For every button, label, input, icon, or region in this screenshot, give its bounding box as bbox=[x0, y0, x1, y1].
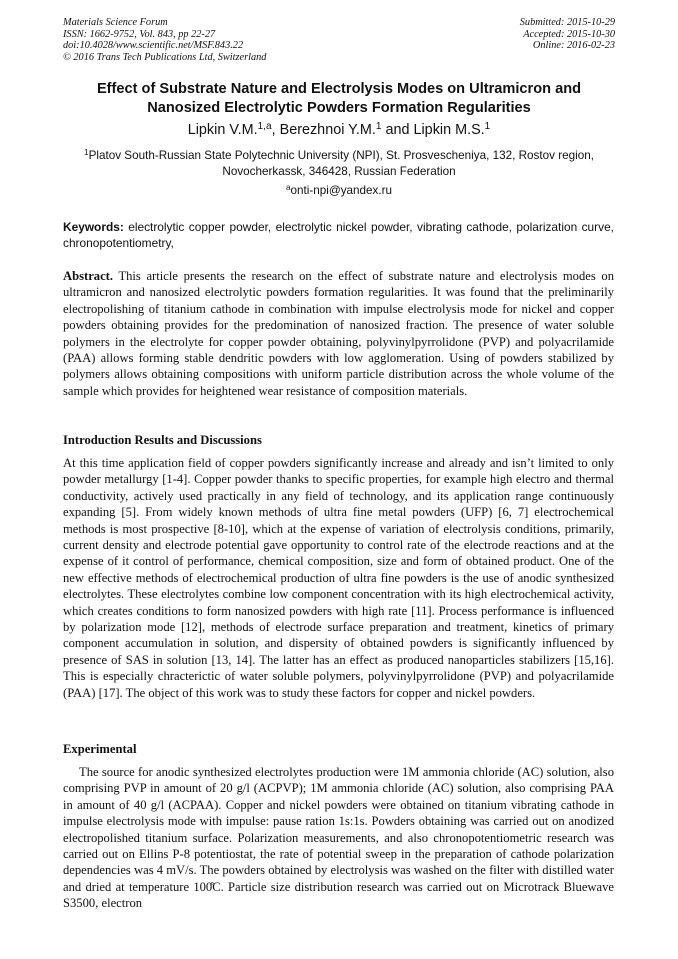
author-affiliation-mark: 1 bbox=[484, 121, 491, 133]
submitted-date: Submitted: 2015-10-29 bbox=[519, 17, 615, 28]
introduction-paragraph: At this time application field of copper powders significantly increase and already and isn’t limited to only powder metallurgy [1-4]. Copper powder thanks to specific properties, for example high electro and thermal conductivity, actively used practically in any field of technology, and its application range continuously expanding [5]. From widely known methods of ultra fine metal powders (UFP) [6, 7] electrochemical methods is most prospective [8-10], which at the expense of variation of electrolysis conditions, primarily, current density and electrode potential gave opportunity to control rate of the electrode reactions and at the expense of it control of performance, chemical composition, size and form of obtained product. One of the new effective methods of electrochemical production of ultra fine powders is the use of anodic synthesized electrolytes. These electrolytes combine low component concentration with its high electrochemical activity, which creates conditions to form nanosized powders with high rate [11]. Process performance is influenced by polarization mode [12], methods of electrode surface preparation and treatment, kinetics of primary component accumulation in solution, and dispersity of obtained powders is significantly influenced by presence of SAS in solution [13, 14]. The latter has an effect as produced nanoparticles stabilizers [15,16]. This is especially chracterictic of water soluble polymers, polyvinylpyrrolidone (PVP) and polyacrilamide (PAA) [17]. The object of this work was to study these factors for copper and nickel powders. bbox=[63, 456, 614, 700]
author-separator: and bbox=[381, 122, 414, 138]
paper-title: Effect of Substrate Nature and Electrolysis Modes on Ultramicron and Nanosized Electrolytic Powders Formation Regularities bbox=[96, 81, 582, 116]
keywords-label: Keywords: bbox=[63, 220, 124, 234]
author-name: Berezhnoi Y.M. bbox=[279, 122, 376, 138]
issn-line: ISSN: 1662-9752, Vol. 843, pp 22-27 bbox=[63, 28, 216, 40]
abstract-text: This article presents the research on the effect of substrate nature and electrolysis modes on ultramicron and nanosized electrolytic powders formation regularities. It was found that the preliminarily electropolishing of titanium cathode in combination with impulse electrolysis mode for nickel and copper powders obtaining provides for the predomination of nanosized fraction. The presence of water soluble polymers in the electrolyte for copper powder obtaining, polyvinylpyrrolidone (PVP) and polyacrilamide (PAA) allows forming stable dendritic powders with low agglomeration. Using of powders stabilized by polymers allows obtaining compositions with uniform particle distribution across the whole volume of the sample which provides for heightened wear resistance of composition materials. bbox=[63, 269, 615, 398]
author-name: Lipkin V.M. bbox=[187, 122, 258, 138]
author-affiliation-mark: 1 bbox=[375, 121, 382, 133]
copyright-line: © 2016 Trans Tech Publications Ltd, Switzerland bbox=[63, 51, 267, 63]
keywords-text: electrolytic copper powder, electrolytic nickel powder, vibrating cathode, polarization curve, chronopotentiometry, bbox=[63, 220, 614, 250]
affiliation-mark: 1 bbox=[84, 148, 89, 158]
author-affiliation-mark: 1,a bbox=[257, 121, 272, 133]
abstract-label: Abstract. bbox=[63, 269, 114, 283]
keywords bbox=[63, 219, 614, 251]
email-address[interactable]: onti-npi@yandex.ru bbox=[290, 184, 393, 197]
contact-email bbox=[60, 183, 618, 198]
affiliation-text: Platov South-Russian State Polytechnic University (NPI), St. Prosvescheniya, 132, Rostov region, Novocherkassk, 346428, Russian Federation bbox=[88, 149, 594, 178]
accepted-date: Accepted: 2015-10-30 bbox=[523, 28, 615, 40]
affiliation bbox=[60, 148, 618, 179]
online-date: Online: 2016-02-23 bbox=[532, 40, 615, 51]
doi-line: doi:10.4028/www.scientific.net/MSF.843.22 bbox=[63, 40, 244, 51]
submission-dates bbox=[520, 17, 615, 52]
author-name: Lipkin M.S. bbox=[413, 122, 485, 138]
abstract bbox=[63, 268, 614, 399]
section-heading-introduction: Introduction Results and Discussions bbox=[63, 433, 262, 447]
section-heading-experimental: Experimental bbox=[63, 742, 137, 756]
journal-info bbox=[63, 17, 266, 63]
journal-name: Materials Science Forum bbox=[63, 17, 168, 28]
experimental-paragraph: The source for anodic synthesized electrolytes production were 1M ammonia chloride (AC) solution, also comprising PVP in amount of 20 g/l (ACPVP); 1M ammonia chloride (AC) solution, also comprising PAA in amount of 40 g/l (ACPAA). Copper and nickel powders were obtained on titanium vibrating cathode in impulse electrolysis mode with impulse: pause ration 1s:1s. Powders obtaining was carried out on anodized electropolished titanium surface. Polarization measurements, and also chronopotentiometric research was carried out on Ellins P-8 potentiostat, the rate of potential sweep in the preparation of cathode polarization dependencies was 4 mV/s. The powders obtained by electrolysis was washed on the filter with distilled water and dried at temperature 100̊C. Particle size distribution research was carried out on Microtrack Bluewave S3500, electron bbox=[63, 765, 614, 911]
email-mark: a bbox=[285, 183, 291, 193]
author-separator: , bbox=[271, 122, 280, 138]
author-list bbox=[60, 121, 618, 140]
